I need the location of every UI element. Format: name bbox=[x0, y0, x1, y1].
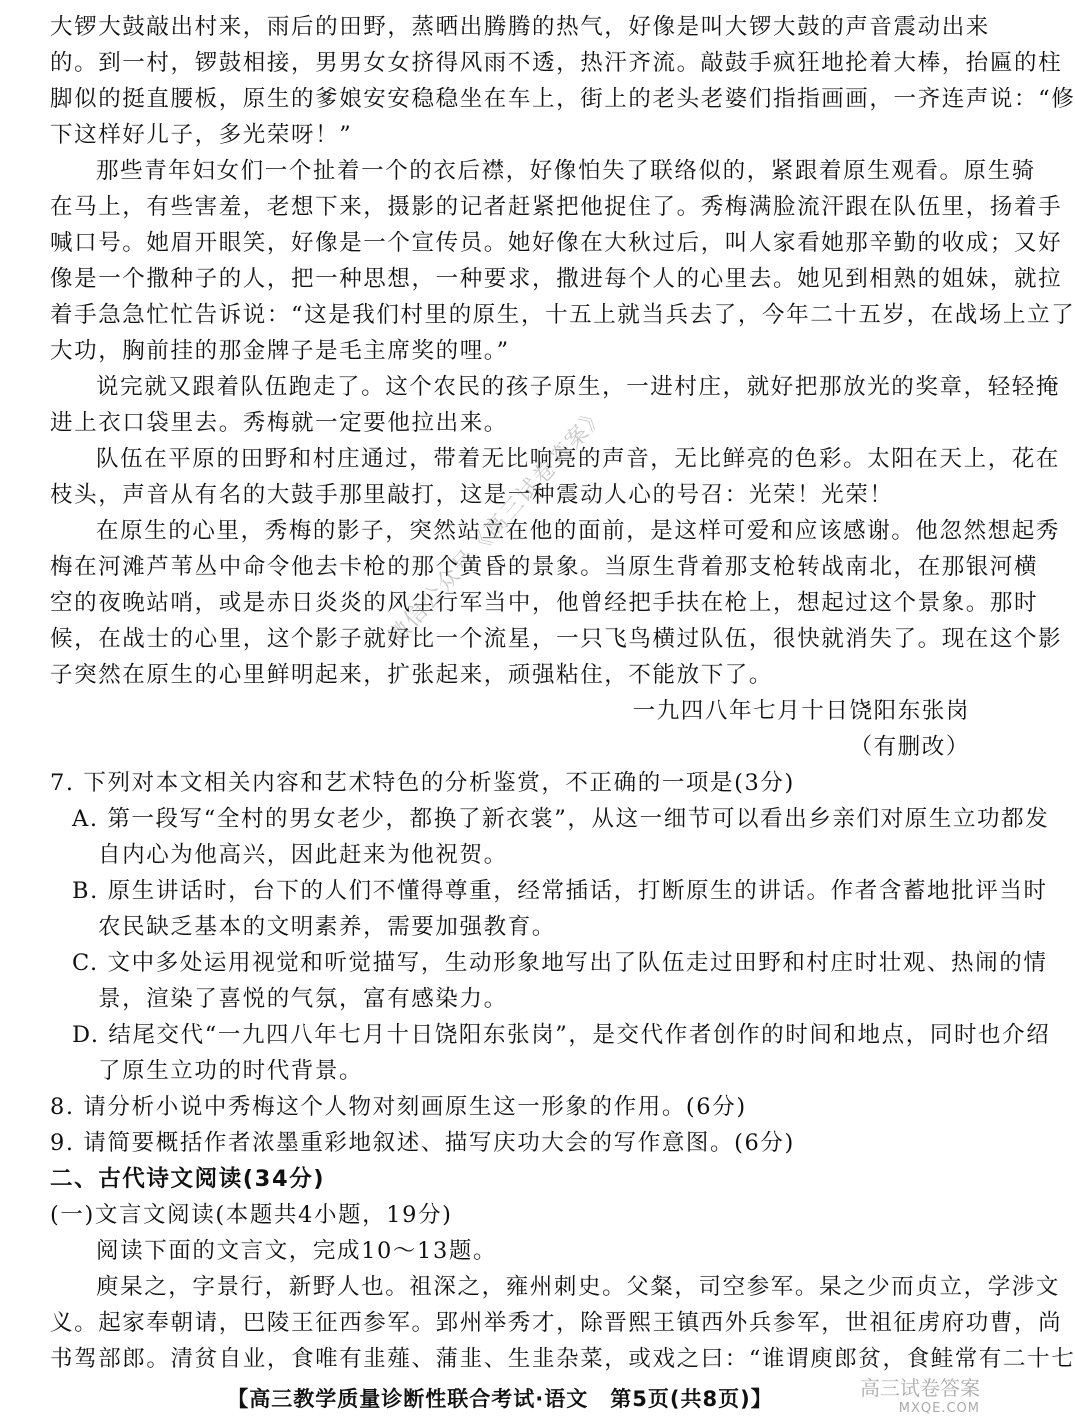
story-line: 候，在战士的心里，这个影子就好比一个流星，一只飞鸟横过队伍，很快就消失了。现在这个影 bbox=[50, 626, 1063, 652]
story-line: 在原生的心里，秀梅的影子，突然站立在他的面前，是这样可爱和应该感谢。他忽然想起秀 bbox=[96, 518, 1061, 544]
question-7-option-d: 了原生立功的时代背景。 bbox=[98, 1058, 364, 1084]
story-line: 着手急急忙忙告诉说：“这是我们村里的原生，十五上就当兵去了，今年二十五岁，在战场上立了 bbox=[50, 302, 1075, 328]
classical-text-line: 书驾部郎。清贫自业，食唯有韭薤、蒲韭、生韭杂菜，或戏之曰：“谁谓庾郎贫，食鲑常有二十七 bbox=[50, 1346, 1075, 1372]
story-line: 说完就又跟着队伍跑走了。这个农民的孩子原生，一进村庄，就好把那放光的奖章，轻轻掩 bbox=[96, 374, 1061, 400]
question-9: 9. 请简要概括作者浓墨重彩地叙述、描写庆功大会的写作意图。(6分) bbox=[50, 1130, 795, 1156]
story-line: 进上衣口袋里去。秀梅就一定要他拉出来。 bbox=[50, 410, 508, 436]
watermark: 微信公众号《高三试卷答案》 bbox=[383, 401, 612, 651]
classical-text-line: 庾杲之，字景行，新野人也。祖深之，雍州刺史。父粲，司空参军。杲之少而贞立，学涉文 bbox=[96, 1274, 1061, 1300]
logo-brand: MXQE.COM bbox=[898, 1401, 980, 1416]
story-line: 喊口号。她眉开眼笑，好像是一个宣传员。她好像在大秋过后，叫人家看她那辛勤的收成；又好 bbox=[50, 230, 1063, 256]
question-7-option-d: D. 结尾交代“一九四八年七月十日饶阳东张岗”，是交代作者创作的时间和地点，同时也介绍 bbox=[72, 1022, 1051, 1048]
section-title: 二、古代诗文阅读(34分) bbox=[50, 1166, 326, 1192]
story-line: 下这样好儿子，多光荣呀！” bbox=[50, 122, 353, 148]
logo-text: 高三试卷答案 bbox=[860, 1376, 980, 1400]
story-date-line: 一九四八年七月十日饶阳东张岗 bbox=[632, 698, 970, 724]
story-line: 在马上，有些害羞，老想下来，摄影的记者赶紧把他捉住了。秀梅满脸流汗跟在队伍里，扬着手 bbox=[50, 194, 1063, 220]
story-line: 队伍在平原的田野和村庄通过，带着无比响亮的声音，无比鲜亮的色彩。太阳在天上，花在 bbox=[96, 446, 1061, 472]
classical-text-line: 义。起家奉朝请，巴陵王征西参军。郢州举秀才，除晋熙王镇西外兵参军，世祖征虏府功曹，尚 bbox=[50, 1310, 1063, 1336]
story-line: 大功，胸前挂的那金牌子是毛主席奖的哩。” bbox=[50, 338, 510, 364]
question-8: 8. 请分析小说中秀梅这个人物对刻画原生这一形象的作用。(6分) bbox=[50, 1094, 747, 1120]
question-7-stem: 7. 下列对本文相关内容和艺术特色的分析鉴赏，不正确的一项是(3分) bbox=[50, 770, 795, 796]
story-line: 那些青年妇女们一个扯着一个的衣后襟，好像怕失了联络似的，紧跟着原生观看。原生骑 bbox=[96, 158, 1036, 184]
subsection-title: (一)文言文阅读(本题共4小题，19分) bbox=[50, 1202, 453, 1228]
question-7-option-c: 景，渲染了喜悦的气氛，富有感染力。 bbox=[98, 986, 508, 1012]
story-line: 子突然在原生的心里鲜明起来，扩张起来，顽强粘住，不能放下了。 bbox=[50, 662, 774, 688]
story-line: 的。到一村，锣鼓相接，男男女女挤得风雨不透，热汗齐流。敲鼓手疯狂地抡着大棒，抬匾的柱 bbox=[50, 50, 1063, 76]
story-line: 空的夜晚站哨，或是赤日炎炎的风尘行军当中，他曾经把手扶在枪上，想起过这个景象。那时 bbox=[50, 590, 1039, 616]
question-7-option-b: 农民缺乏基本的文明素养，需要加强教育。 bbox=[98, 914, 556, 940]
question-7-option-a: 自内心为他高兴，因此赶来为他祝贺。 bbox=[98, 842, 508, 868]
question-7-option-b: B. 原生讲话时，台下的人们不懂得尊重，经常插话，打断原生的讲话。作者含蓄地批评当时 bbox=[72, 878, 1048, 904]
question-7-option-a: A. 第一段写“全村的男女老少，都换了新衣裳”，从这一细节可以看出乡亲们对原生立功都发 bbox=[72, 806, 1050, 832]
story-note: （有删改） bbox=[849, 734, 970, 760]
question-7-option-c: C. 文中多处运用视觉和听觉描写，生动形象地写出了队伍走过田野和村庄时壮观、热闹的情 bbox=[72, 950, 1048, 976]
site-logo bbox=[860, 1372, 980, 1416]
reading-instruction: 阅读下面的文言文，完成10～13题。 bbox=[96, 1238, 498, 1264]
story-line: 像是一个撒种子的人，把一种思想，一种要求，撒进每个人的心里去。她见到相熟的姐妹，就拉 bbox=[50, 266, 1063, 292]
page-footer: 【高三教学质量诊断性联合考试·语文 第5页(共8页)】 bbox=[227, 1387, 773, 1411]
story-line: 梅在河滩芦苇丛中命令他去卡枪的那个黄昏的景象。当原生背着那支枪转战南北，在那银河横 bbox=[50, 554, 1039, 580]
story-line: 大锣大鼓敲出村来，雨后的田野，蒸晒出腾腾的热气，好像是叫大锣大鼓的声音震动出来 bbox=[50, 14, 990, 40]
story-line: 枝头，声音从有名的大鼓手那里敲打，这是一种震动人心的号召：光荣！光荣！ bbox=[50, 482, 894, 508]
story-line: 脚似的挺直腰板，原生的爹娘安安稳稳坐在车上，街上的老头老婆们指指画画，一齐连声说：“修 bbox=[50, 86, 1075, 112]
